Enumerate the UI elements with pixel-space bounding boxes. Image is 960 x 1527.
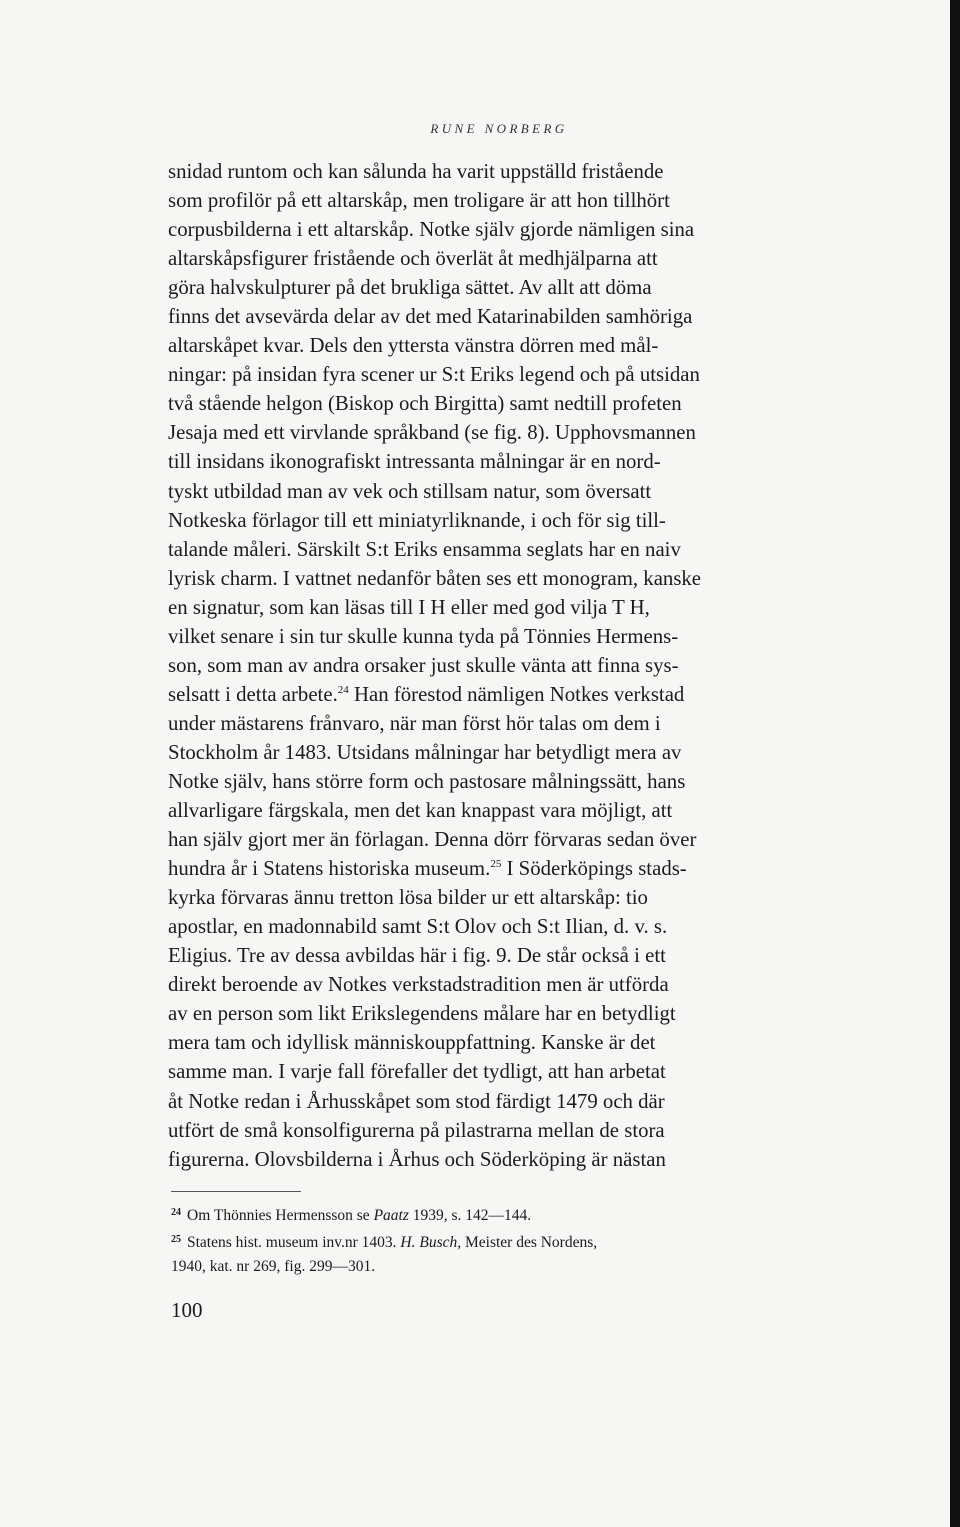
- body-line: Notkeska förlagor till ett miniatyrliknande, i och för sig till-: [168, 508, 666, 532]
- body-line: till insidans ikonografiskt intressanta målningar är en nord-: [168, 450, 661, 474]
- body-line: av en person som likt Erikslegendens målare har en betydligt: [168, 1002, 676, 1026]
- body-line: som profilör på ett altarskåp, men troligare är att hon tillhört: [168, 189, 670, 213]
- footnote-author: Paatz: [373, 1207, 409, 1224]
- body-line: tyskt utbildad man av vek och stillsam natur, som översatt: [168, 479, 652, 503]
- body-line: altarskåpet kvar. Dels den yttersta vänstra dörren med mål-: [168, 334, 659, 358]
- body-line: Notke själv, hans större form och pastosare målningssätt, hans: [168, 769, 686, 793]
- page-number: 100: [171, 1298, 203, 1322]
- footnote-25: [171, 1228, 871, 1255]
- body-line: allvarligare färgskala, men det kan knappast vara möjligt, att: [168, 799, 673, 823]
- body-line: Eligius. Tre av dessa avbildas här i fig. 9. De står också i ett: [168, 944, 666, 968]
- body-line: under mästarens frånvaro, när man först hör talas om dem i: [168, 711, 661, 735]
- body-line-text: selsatt i detta arbete.: [168, 682, 338, 706]
- body-line: finns det avsevärda delar av det med Katarinabilden samhöriga: [168, 305, 693, 329]
- body-line: [168, 854, 870, 883]
- body-line-text: hundra år i Statens historiska museum.: [168, 857, 491, 881]
- body-line-text: I Söderköpings stads-: [501, 857, 687, 881]
- body-line: kyrka förvaras ännu tretton lösa bilder ur ett altarskåp: tio: [168, 886, 648, 910]
- body-line: ningar: på insidan fyra scener ur S:t Eriks legend och på utsidan: [168, 363, 700, 387]
- body-line: [168, 680, 870, 709]
- body-line-text: Han förestod nämligen Notkes verkstad: [348, 682, 685, 706]
- body-text: [168, 157, 870, 1174]
- body-line: Stockholm år 1483. Utsidans målningar har betydligt mera av: [168, 740, 682, 764]
- footnote-ref-25: 25: [490, 858, 502, 871]
- body-line: han själv gjort mer än förlagan. Denna dörr förvaras sedan över: [168, 828, 697, 852]
- scan-edge-bar: [950, 0, 960, 1527]
- footnote-text: Statens hist. museum inv.nr 1403.: [187, 1234, 401, 1251]
- body-line: corpusbilderna i ett altarskåp. Notke själv gjorde nämligen sina: [168, 218, 695, 242]
- body-line: mera tam och idyllisk människouppfattning. Kanske är det: [168, 1031, 656, 1055]
- body-line: apostlar, en madonnabild samt S:t Olov och S:t Ilian, d. v. s.: [168, 915, 668, 939]
- body-line: talande måleri. Särskilt S:t Eriks ensamma seglats har en naiv: [168, 537, 681, 561]
- footnotes: [171, 1201, 871, 1279]
- body-line: Jesaja med ett virvlande språkband (se fig. 8). Upphovsmannen: [168, 421, 696, 445]
- body-line: samme man. I varje fall förefaller det tydligt, att han arbetat: [168, 1060, 666, 1084]
- footnote-text: Om Thönnies Hermensson se: [187, 1207, 374, 1224]
- footnote-author: H. Busch,: [400, 1234, 462, 1251]
- footnote-divider: [171, 1191, 301, 1192]
- body-line: en signatur, som kan läsas till I H eller med god vilja T H,: [168, 595, 650, 619]
- body-line: utfört de små konsolfigurerna på pilastrarna mellan de stora: [168, 1118, 665, 1142]
- footnote-text: 1939, s. 142—144.: [408, 1207, 532, 1224]
- body-line: snidad runtom och kan sålunda ha varit uppställd fristående: [168, 160, 664, 183]
- footnote-24: [171, 1201, 871, 1228]
- body-line: två stående helgon (Biskop och Birgitta) samt nedtill profeten: [168, 392, 682, 416]
- body-line: altarskåpsfigurer fristående och överlät åt medhjälparna att: [168, 247, 658, 271]
- body-line: direkt beroende av Notkes verkstadstradition men är utförda: [168, 973, 669, 997]
- body-line: vilket senare i sin tur skulle kunna tyda på Tönnies Hermens-: [168, 624, 679, 648]
- footnote-25-continuation: 1940, kat. nr 269, fig. 299—301.: [171, 1258, 376, 1275]
- body-line: figurerna. Olovsbilderna i Århus och Söderköping är nästan: [168, 1147, 666, 1171]
- footnote-ref-24: 24: [337, 683, 349, 696]
- footnote-text: Meister des Nordens,: [461, 1234, 598, 1251]
- body-line: son, som man av andra orsaker just skulle vänta att finna sys-: [168, 653, 679, 677]
- body-line: göra halvskulpturer på det brukliga sättet. Av allt att döma: [168, 276, 652, 300]
- running-header: RUNE NORBERG: [430, 121, 568, 136]
- body-line: lyrisk charm. I vattnet nedanför båten ses ett monogram, kanske: [168, 566, 702, 590]
- footnote-marker: 25: [171, 1234, 181, 1245]
- body-line: åt Notke redan i Århusskåpet som stod färdigt 1479 och där: [168, 1089, 665, 1113]
- footnote-marker: 24: [171, 1207, 181, 1218]
